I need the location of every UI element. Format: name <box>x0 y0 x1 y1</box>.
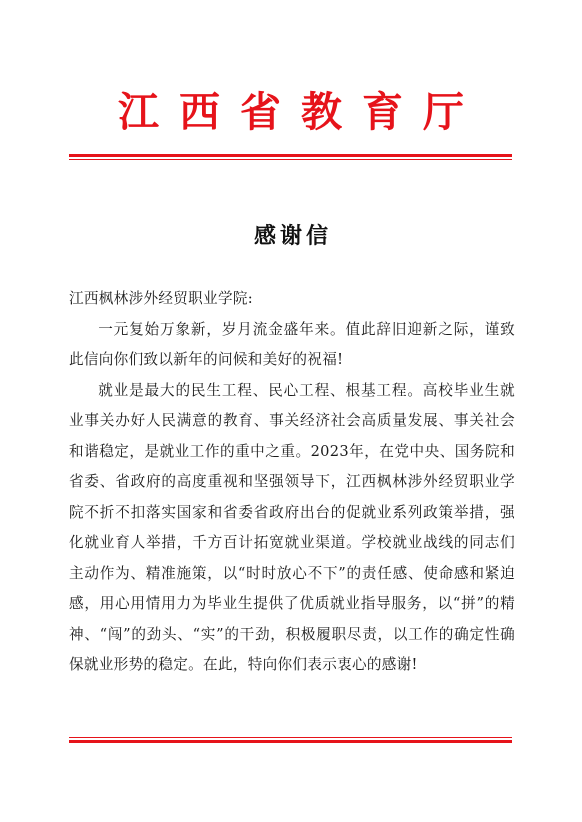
letter-salutation: 江西枫林涉外经贸职业学院: <box>69 290 253 307</box>
letterhead-org-name: 江西省教育厅 <box>118 88 484 136</box>
letter-title: 感谢信 <box>253 223 332 249</box>
letter-paragraph: 一元复始万象新，岁月流金盛年来。值此辞旧迎新之际，谨致此信向你们致以新年的问候和美好的祝福! <box>69 320 515 368</box>
letter-paragraph: 就业是最大的民生工程、民心工程、根基工程。高校毕业生就业事关办好人民满意的教育、事关经济社会高质量发展、事关社会和谐稳定，是就业工作的重中之重。2023年，在党中央、国务院和省委、省政府的高度重视和坚强领导下，江西枫林涉外经贸职业学院不折不扣落实国家和省委省政府出台的促就业系列政策举措，强化就业育人举措，千方百计拓宽就业渠道。学校就业战线的同志们主动作为、精准施策，以“时时放心不下”的责任感、使命感和紧迫感，用心用情用力为毕业生提供了优质就业指导服务，以“拼”的精神、“闯”的劲头、“实”的干劲，积极履职尽责，以工作的确定性确保就业形势的稳定。在此，特向你们表示衷心的感谢! <box>69 381 515 673</box>
header-rule-thin <box>69 159 512 160</box>
footer-rule-thick <box>69 740 512 743</box>
header-rule-thick <box>69 154 512 157</box>
letter-body <box>69 284 515 681</box>
footer-rule-thin <box>69 737 512 738</box>
